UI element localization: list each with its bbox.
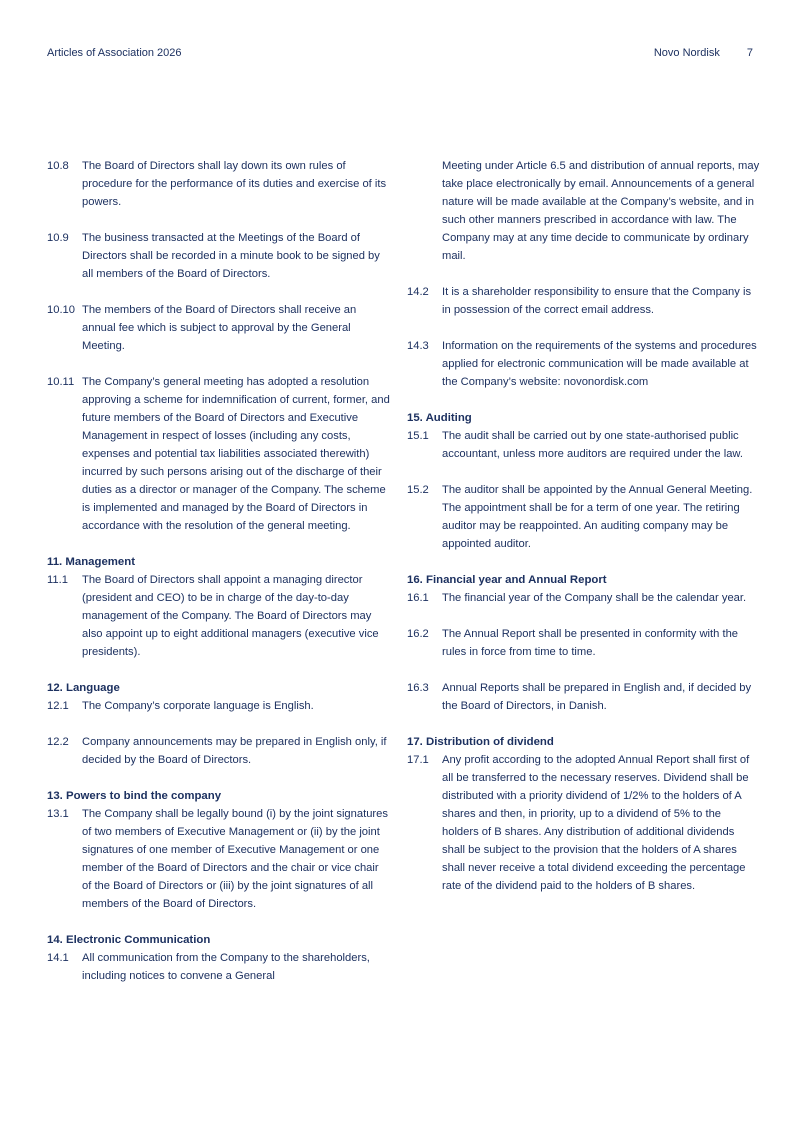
section-heading-12: 12. Language <box>47 682 120 694</box>
clause-text: The Board of Directors shall lay down its own rules of procedure for the performance of its duties and exercise of its powers. <box>82 160 387 208</box>
section-heading-13: 13. Powers to bind the company <box>47 790 222 802</box>
clause-16.2 <box>407 625 760 661</box>
left-column <box>47 157 390 1003</box>
clause-continuation <box>407 157 760 265</box>
clause-14.3 <box>407 337 760 391</box>
clause-text: It is a shareholder responsibility to ensure that the Company is in possession of the correct email address. <box>442 286 752 316</box>
clause-text: All communication from the Company to the shareholders, including notices to convene a General <box>82 952 370 982</box>
clause-number: 16.3 <box>407 682 429 694</box>
clause-12.1 <box>47 697 390 715</box>
clause-text: The Annual Report shall be presented in conformity with the rules in force from time to time. <box>442 628 739 658</box>
clause-number: 14.1 <box>47 952 69 964</box>
clause-10.9 <box>47 229 390 283</box>
clause-number: 13.1 <box>47 808 69 820</box>
document-body <box>47 157 760 1003</box>
clause-10.11 <box>47 373 390 535</box>
clause-number: 14.2 <box>407 286 429 298</box>
right-column <box>407 157 760 913</box>
clause-text: Company announcements may be prepared in English only, if decided by the Board of Directors. <box>82 736 387 766</box>
clause-16.3 <box>407 679 760 715</box>
clause-number: 10.10 <box>47 304 75 316</box>
clause-number <box>407 157 442 265</box>
clause-text: The Board of Directors shall appoint a managing director (president and CEO) to be in charge of the day-to-day management of the Company. The Board of Directors may also appoint up to eight additional managers (executive vice presidents). <box>82 574 379 658</box>
clause-15.2 <box>407 481 760 553</box>
clause-12.2 <box>47 733 390 769</box>
clause-text: The audit shall be carried out by one state-authorised public accountant, unless more auditors are required under the law. <box>442 430 743 460</box>
page-header <box>47 46 753 60</box>
clause-number: 16.1 <box>407 592 429 604</box>
page-number: 7 <box>746 47 753 59</box>
clause-text: Any profit according to the adopted Annual Report shall first of all be transferred to the necessary reserves. Dividend shall be distributed with a priority dividend of 1/2% to the holders of A shares and then, in priority, up to a dividend of 5% to the holders of B shares. Any distribution of additional dividends shall be subject to the provision that the holders of A shares shall never receive a total dividend exceeding the percentage rate of the dividend paid to the holders of B shares. <box>442 754 750 892</box>
clause-number: 12.1 <box>47 700 69 712</box>
clause-14.2 <box>407 283 760 319</box>
clause-text: The financial year of the Company shall be the calendar year. <box>442 592 747 604</box>
clause-number: 10.8 <box>47 160 69 172</box>
clause-16.1 <box>407 589 760 607</box>
clause-text: Meeting under Article 6.5 and distribution of annual reports, may take place electronically by email. Announcements of a general nature will be made available at the Company’s website, and in such other manners prescribed in accordance with law. The Company may at any time decide to communicate by ordinary mail. <box>442 160 760 262</box>
clause-10.10 <box>47 301 390 355</box>
clause-text: Annual Reports shall be prepared in English and, if decided by the Board of Directors, in Danish. <box>442 682 752 712</box>
clause-10.8 <box>47 157 390 211</box>
clause-13.1 <box>47 805 390 913</box>
clause-15.1 <box>407 427 760 463</box>
section-heading-15: 15. Auditing <box>407 412 472 424</box>
section-heading-17: 17. Distribution of dividend <box>407 736 554 748</box>
section-heading-16: 16. Financial year and Annual Report <box>407 574 607 586</box>
header-company-name: Novo Nordisk <box>653 47 720 59</box>
clause-text: The auditor shall be appointed by the Annual General Meeting. The appointment shall be for a term of one year. The retiring auditor may be reappointed. An auditing company may be appointed auditor. <box>442 484 753 550</box>
clause-number: 14.3 <box>407 340 429 352</box>
clause-17.1 <box>407 751 760 895</box>
header-right <box>654 46 753 60</box>
clause-text: The Company shall be legally bound (i) by the joint signatures of two members of Executive Management or (ii) by the joint signatures of one member of Executive Management or one member of the Board of Directors and the chair or vice chair of the Board of Directors or (iii) by the joint signatures of all members of the Board of Directors. <box>82 808 388 910</box>
clause-number: 11.1 <box>47 574 68 586</box>
clause-text: The Company’s corporate language is English. <box>82 700 314 712</box>
clause-text: The Company’s general meeting has adopted a resolution approving a scheme for indemnification of current, former, and future members of the Board of Directors and Executive Management in respect of losses (including any costs, expenses and potential tax liabilities associated therewith) incurred by such persons arising out of the discharge of their duties as a director or manager of the Company. The scheme is implemented and managed by the Board of Directors in accordance with the resolution of the general meeting. <box>82 376 390 532</box>
clause-number: 12.2 <box>47 736 69 748</box>
clause-text: Information on the requirements of the systems and procedures applied for electronic communication will be made available at the Company’s website: novonordisk.com <box>442 340 757 388</box>
section-heading-14: 14. Electronic Communication <box>47 934 211 946</box>
clause-text: The business transacted at the Meetings of the Board of Directors shall be recorded in a minute book to be signed by all members of the Board of Directors. <box>82 232 380 280</box>
clause-11.1 <box>47 571 390 661</box>
header-doc-title: Articles of Association 2026 <box>47 47 182 59</box>
clause-text: The members of the Board of Directors shall receive an annual fee which is subject to approval by the General Meeting. <box>82 304 357 352</box>
clause-number: 10.9 <box>47 232 69 244</box>
clause-number: 16.2 <box>407 628 429 640</box>
clause-number: 10.11 <box>47 376 75 388</box>
clause-number: 15.2 <box>407 484 429 496</box>
clause-number: 15.1 <box>407 430 429 442</box>
section-heading-11: 11. Management <box>47 556 135 568</box>
clause-number: 17.1 <box>407 754 429 766</box>
clause-14.1 <box>47 949 390 985</box>
